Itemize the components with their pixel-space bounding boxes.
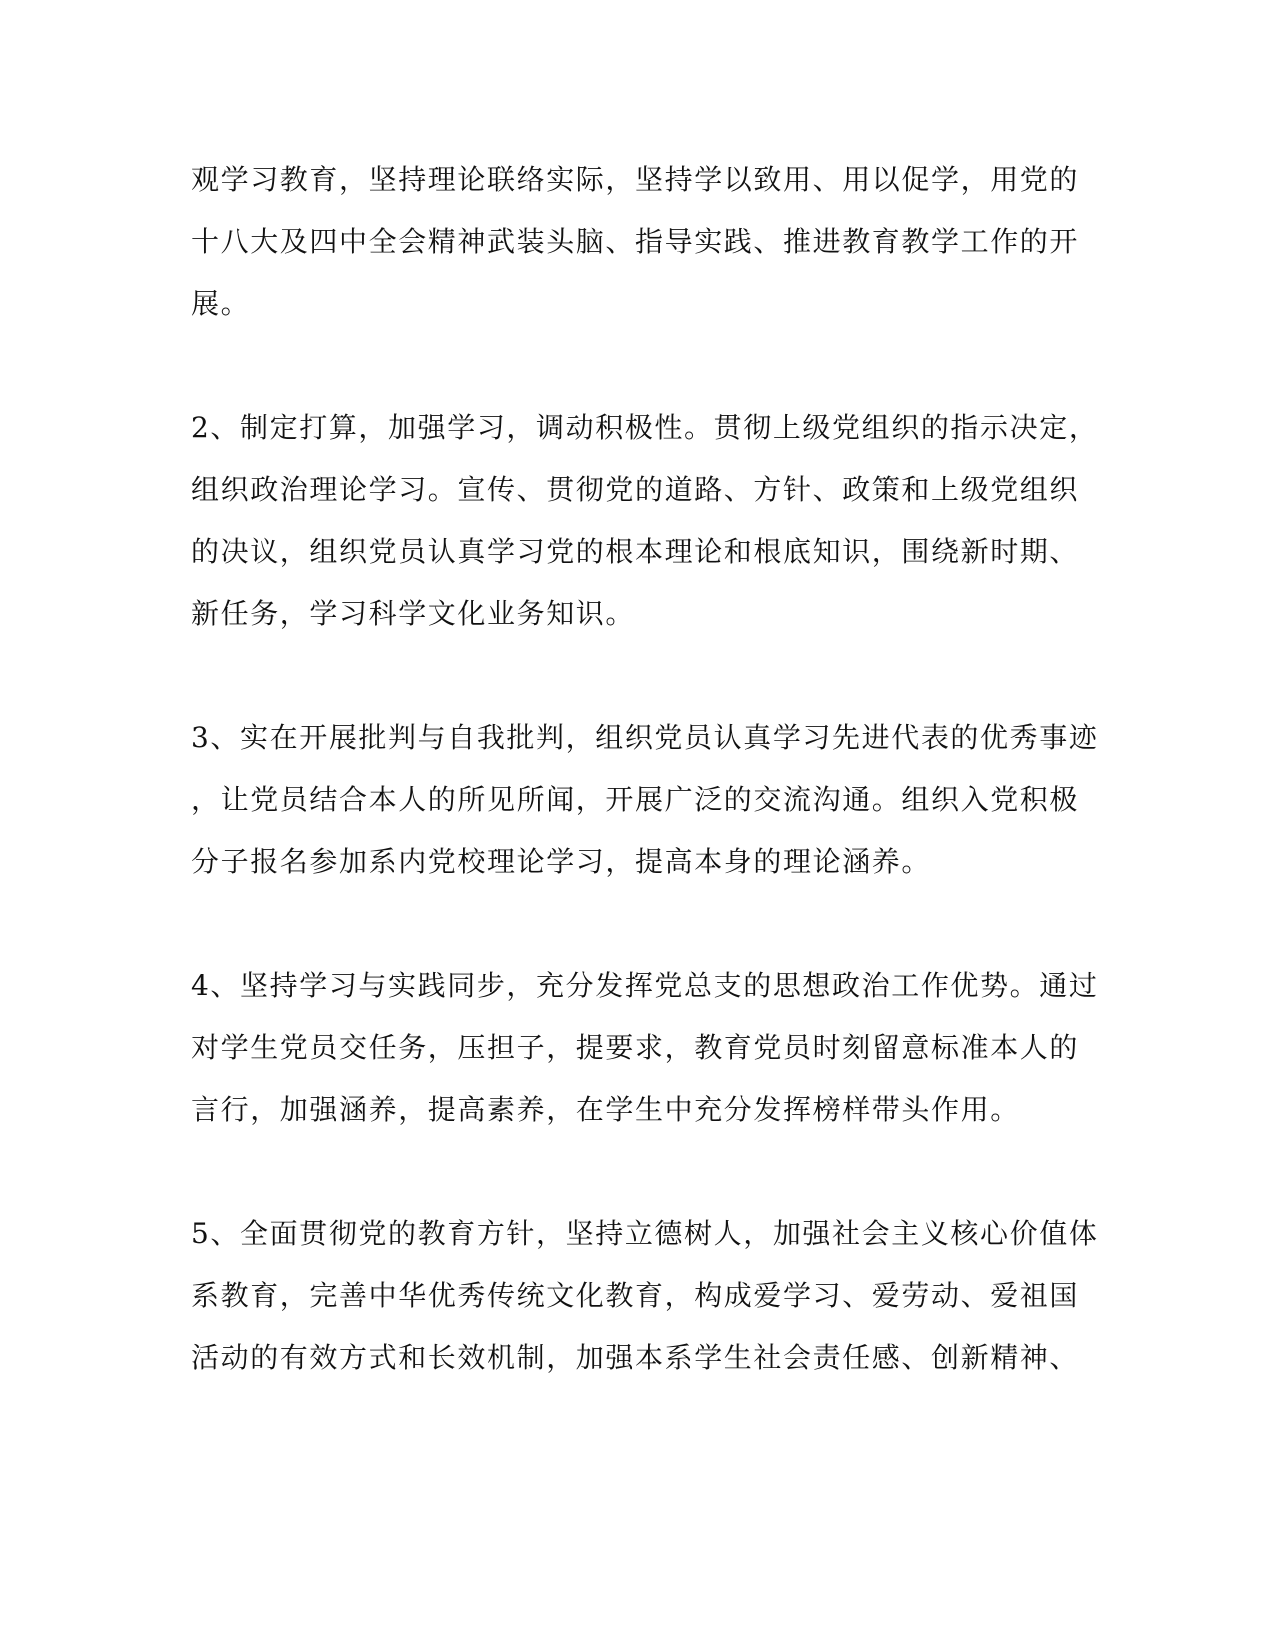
text-line: 4、坚持学习与实践同步，充分发挥党总支的思想政治工作优势。通过 — [191, 969, 1099, 1002]
text-line: ，让党员结合本人的所见所闻，开展广泛的交流沟通。组织入党积极 — [191, 783, 1080, 816]
text-line: 5、全面贯彻党的教育方针，坚持立德树人，加强社会主义核心价值体 — [191, 1217, 1099, 1250]
text-line: 新任务，学习科学文化业务知识。 — [191, 597, 636, 630]
text-line: 活动的有效方式和长效机制，加强本系学生社会责任感、创新精神、 — [191, 1341, 1080, 1374]
text-line: 3、实在开展批判与自我批判，组织党员认真学习先进代表的优秀事迹 — [191, 721, 1099, 754]
text-line: 观学习教育，坚持理论联络实际，坚持学以致用、用以促学，用党的 — [191, 163, 1080, 196]
text-line: 十八大及四中全会精神武装头脑、指导实践、推进教育教学工作的开 — [191, 225, 1080, 258]
text-line: 言行，加强涵养，提高素养，在学生中充分发挥榜样带头作用。 — [191, 1093, 1020, 1126]
text-line: 展。 — [191, 287, 251, 320]
text-line: 组织政治理论学习。宣传、贯彻党的道路、方针、政策和上级党组织 — [191, 473, 1080, 506]
text-line: 系教育，完善中华优秀传统文化教育，构成爱学习、爱劳动、爱祖国 — [191, 1279, 1080, 1312]
text-line: 2、制定打算，加强学习，调动积极性。贯彻上级党组织的指示决定， — [191, 411, 1099, 444]
text-line: 的决议，组织党员认真学习党的根本理论和根底知识，围绕新时期、 — [191, 535, 1080, 568]
text-line: 对学生党员交任务，压担子，提要求，教育党员时刻留意标准本人的 — [191, 1031, 1080, 1064]
text-line: 分子报名参加系内党校理论学习，提高本身的理论涵养。 — [191, 845, 932, 878]
